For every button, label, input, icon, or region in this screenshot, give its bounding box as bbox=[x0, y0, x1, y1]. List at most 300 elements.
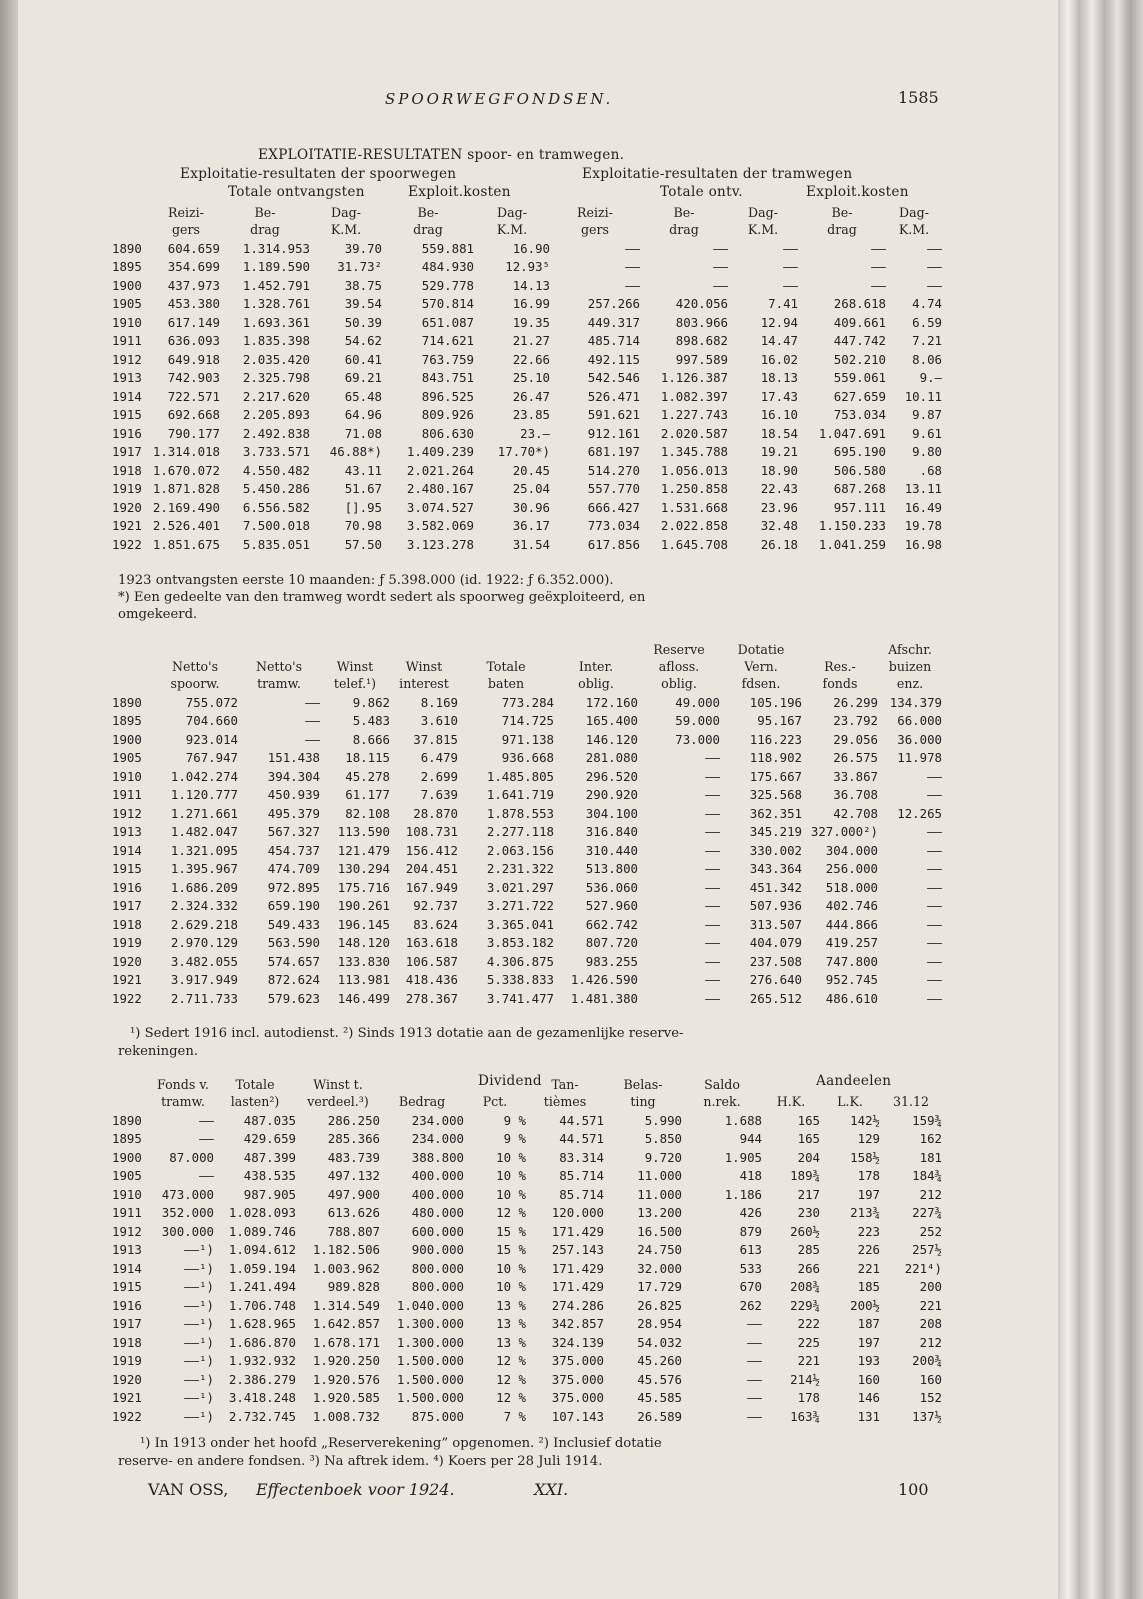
table1-row bbox=[112, 256, 942, 275]
table1-note-3: omgekeerd. bbox=[118, 607, 198, 622]
table2-cell: 163.618 bbox=[405, 935, 458, 950]
table3-cell: 257½ bbox=[912, 1242, 942, 1257]
table2-row bbox=[112, 728, 942, 747]
table1-header-row bbox=[112, 220, 942, 237]
table1-note-1: 1923 ontvangsten eerste 10 maanden: ƒ 5.398.000 (id. 1922: ƒ 6.352.000). bbox=[118, 573, 614, 588]
table3-year-cell: 1895 bbox=[112, 1131, 142, 1146]
table3-cell: 83.314 bbox=[559, 1149, 604, 1165]
table2-cell: 3.482.055 bbox=[170, 953, 238, 969]
table2-cell: 394.304 bbox=[267, 768, 320, 784]
table1-cell: 18.90 bbox=[760, 462, 798, 478]
table1-cell: 26.47 bbox=[512, 388, 550, 404]
table3-cell: 285.366 bbox=[327, 1131, 380, 1146]
table3-column-header: Saldo bbox=[704, 1077, 740, 1092]
table1-column-header: Be- bbox=[673, 205, 695, 220]
table3-cell: 266 bbox=[797, 1260, 820, 1276]
table2-column-header bbox=[152, 640, 238, 657]
table2-cell: 304.100 bbox=[585, 805, 638, 821]
table3-cell: —— bbox=[199, 1131, 214, 1146]
table2-column-header: telef.¹) bbox=[333, 676, 377, 691]
table1-cell: 4.74 bbox=[912, 296, 942, 311]
table3-cell: 54.032 bbox=[637, 1334, 682, 1350]
table2-cell: —— bbox=[927, 935, 942, 950]
table3-row bbox=[112, 1146, 942, 1165]
table1-cell: 1.150.233 bbox=[818, 518, 886, 533]
table2-cell: 451.342 bbox=[749, 879, 802, 895]
table3-cell: 900.000 bbox=[411, 1242, 464, 1257]
table1-year-cell: 1922 bbox=[112, 536, 142, 552]
table3-cell: 260½ bbox=[790, 1223, 820, 1239]
table3-cell: 613 bbox=[739, 1242, 762, 1257]
table2-cell: 26.299 bbox=[833, 694, 878, 710]
table3-cell: 879 bbox=[739, 1223, 762, 1239]
table3-cell: 212 bbox=[919, 1186, 942, 1202]
table1-cell: —— bbox=[713, 277, 728, 293]
table3-cell: 213¾ bbox=[850, 1205, 880, 1220]
table1-cell: 420.056 bbox=[675, 296, 728, 311]
table2-cell: 1.482.047 bbox=[170, 824, 238, 839]
table1-year-cell: 1890 bbox=[112, 240, 142, 256]
table1-column-header: gers bbox=[172, 222, 200, 237]
table3-cell: 85.714 bbox=[559, 1186, 604, 1202]
table1-row bbox=[112, 330, 942, 349]
table1-cell: 31.54 bbox=[512, 536, 550, 552]
table3-cell: 222 bbox=[797, 1316, 820, 1331]
table3-cell: 12 % bbox=[496, 1390, 526, 1405]
table3-cell: 200 bbox=[919, 1279, 942, 1294]
table3-cell: 1.059.194 bbox=[228, 1260, 296, 1276]
table1-exploitatie bbox=[112, 203, 942, 552]
table1-cell: 896.525 bbox=[421, 388, 474, 404]
table1-row bbox=[112, 385, 942, 404]
table3-year-cell: 1916 bbox=[112, 1297, 142, 1313]
table1-cell: 742.903 bbox=[167, 370, 220, 385]
table2-column-header bbox=[320, 640, 390, 657]
table2-column-header: interest bbox=[399, 676, 449, 691]
table2-cell: —— bbox=[705, 787, 720, 802]
table1-cell: 1.314.953 bbox=[242, 240, 310, 256]
table2-cell: 755.072 bbox=[185, 694, 238, 710]
table3-cell: 152 bbox=[919, 1390, 942, 1405]
table2-year-cell: 1895 bbox=[112, 713, 142, 728]
table1-year-cell: 1910 bbox=[112, 314, 142, 330]
table1-cell: 7.21 bbox=[912, 333, 942, 348]
table1-row bbox=[112, 348, 942, 367]
table2-cell: —— bbox=[927, 990, 942, 1006]
table2-cell: 923.014 bbox=[185, 731, 238, 747]
table2-year-cell: 1922 bbox=[112, 990, 142, 1006]
table2-cell: 172.160 bbox=[585, 694, 638, 710]
table1-sub-right-2: Exploit.kosten bbox=[806, 184, 909, 200]
table1-cell: 54.62 bbox=[344, 333, 382, 348]
table2-cell: 5.483 bbox=[352, 713, 390, 728]
table2-cell: 278.367 bbox=[405, 990, 458, 1006]
table2-row bbox=[112, 747, 942, 766]
table2-row bbox=[112, 802, 942, 821]
table3-row bbox=[112, 1183, 942, 1202]
table1-row bbox=[112, 496, 942, 515]
table2-row bbox=[112, 895, 942, 914]
table1-cell: 681.197 bbox=[587, 444, 640, 459]
table1-cell: 1.041.259 bbox=[818, 536, 886, 552]
table1-cell: 26.18 bbox=[760, 536, 798, 552]
table3-cell: 1.628.965 bbox=[228, 1316, 296, 1331]
table1-cell: 3.074.527 bbox=[406, 499, 474, 515]
table1-cell: 46.88*) bbox=[329, 444, 382, 459]
table2-column-header: Netto's bbox=[171, 659, 219, 674]
table1-cell: 1.835.398 bbox=[242, 333, 310, 348]
table3-cell: 1.008.732 bbox=[312, 1408, 380, 1424]
table3-cell: 1.642.857 bbox=[312, 1316, 380, 1331]
table2-cell: 36.708 bbox=[833, 787, 878, 802]
table2-cell: 330.002 bbox=[749, 842, 802, 858]
table1-cell: .68 bbox=[919, 462, 942, 478]
table2-cell: 527.960 bbox=[585, 898, 638, 913]
table2-cell: 872.624 bbox=[267, 972, 320, 987]
table1-cell: 1.250.858 bbox=[660, 481, 728, 496]
table1-year-cell: 1920 bbox=[112, 499, 142, 515]
table2-cell: 714.725 bbox=[501, 713, 554, 728]
table1-cell: —— bbox=[625, 240, 640, 256]
table1-cell: 763.759 bbox=[421, 351, 474, 367]
table3-cell: 44.571 bbox=[559, 1112, 604, 1128]
table3-cell: 45.576 bbox=[637, 1371, 682, 1387]
table2-cell: 567.327 bbox=[267, 824, 320, 839]
table2-cell: —— bbox=[705, 953, 720, 969]
table3-cell: 497.132 bbox=[327, 1168, 380, 1183]
table3-cell: 1.028.093 bbox=[228, 1205, 296, 1220]
table2-cell: 4.306.875 bbox=[486, 953, 554, 969]
table2-cell: —— bbox=[927, 768, 942, 784]
table1-cell: 20.45 bbox=[512, 462, 550, 478]
table1-cell: 16.99 bbox=[512, 296, 550, 311]
table3-dividend bbox=[112, 1075, 942, 1424]
table1-cell: 13.11 bbox=[904, 481, 942, 496]
table2-cell: —— bbox=[305, 713, 320, 728]
table2-cell: 66.000 bbox=[897, 713, 942, 728]
table3-year-cell: 1905 bbox=[112, 1168, 142, 1183]
table3-cell: ——¹) bbox=[184, 1260, 214, 1276]
table2-row bbox=[112, 932, 942, 951]
table1-cell: 502.210 bbox=[833, 351, 886, 367]
table3-row bbox=[112, 1276, 942, 1295]
table1-cell: 1.047.691 bbox=[818, 425, 886, 441]
table1-cell: 25.04 bbox=[512, 481, 550, 496]
table3-cell: 1.500.000 bbox=[396, 1390, 464, 1405]
table1-cell: 753.034 bbox=[833, 407, 886, 422]
table1-cell: 10.11 bbox=[904, 388, 942, 404]
table1-cell: 806.630 bbox=[421, 425, 474, 441]
table1-cell: 19.21 bbox=[760, 444, 798, 459]
table3-cell: 10 % bbox=[496, 1186, 526, 1202]
table3-cell: 137½ bbox=[912, 1408, 942, 1424]
table3-cell: 204 bbox=[797, 1149, 820, 1165]
table1-year-cell: 1914 bbox=[112, 388, 142, 404]
table2-cell: —— bbox=[705, 861, 720, 876]
table1-cell: —— bbox=[927, 259, 942, 274]
table2-cell: —— bbox=[927, 787, 942, 802]
table3-column-header bbox=[112, 1092, 152, 1109]
table3-cell: 800.000 bbox=[411, 1279, 464, 1294]
table1-cell: 65.48 bbox=[344, 388, 382, 404]
table1-cell: 559.061 bbox=[833, 370, 886, 385]
table3-cell: 989.828 bbox=[327, 1279, 380, 1294]
table3-cell: 230 bbox=[797, 1205, 820, 1220]
table3-cell: 1.706.748 bbox=[228, 1297, 296, 1313]
table2-cell: 536.060 bbox=[585, 879, 638, 895]
table3-cell: 189¾ bbox=[790, 1168, 820, 1183]
table2-year-cell: 1919 bbox=[112, 935, 142, 950]
table3-cell: 10 % bbox=[496, 1279, 526, 1294]
table2-row bbox=[112, 987, 942, 1006]
table1-column-header: Dag- bbox=[899, 205, 929, 220]
table1-column-header: K.M. bbox=[496, 222, 528, 237]
table2-cell: 28.870 bbox=[413, 805, 458, 821]
table3-row bbox=[112, 1202, 942, 1221]
table3-cell: 987.905 bbox=[243, 1186, 296, 1202]
table3-year-cell: 1921 bbox=[112, 1390, 142, 1405]
table3-year-cell: 1912 bbox=[112, 1223, 142, 1239]
table1-cell: 492.115 bbox=[587, 351, 640, 367]
table3-row bbox=[112, 1405, 942, 1424]
table2-cell: 1.271.661 bbox=[170, 805, 238, 821]
table1-cell: 5.835.051 bbox=[242, 536, 310, 552]
table2-cell: 133.830 bbox=[337, 953, 390, 969]
table3-cell: 160 bbox=[857, 1371, 880, 1387]
table2-cell: —— bbox=[705, 935, 720, 950]
table3-cell: 85.714 bbox=[559, 1168, 604, 1183]
table2-year-cell: 1921 bbox=[112, 972, 142, 987]
table2-cell: 419.257 bbox=[825, 935, 878, 950]
table3-cell: 418 bbox=[739, 1168, 762, 1183]
table3-cell: 158½ bbox=[850, 1149, 880, 1165]
table1-column-header: drag bbox=[827, 222, 857, 237]
table3-cell: ——¹) bbox=[184, 1390, 214, 1405]
table3-cell: 221 bbox=[797, 1353, 820, 1368]
table1-row bbox=[112, 533, 942, 552]
table2-cell: 1.321.095 bbox=[170, 842, 238, 858]
table2-year-cell: 1913 bbox=[112, 824, 142, 839]
table1-row bbox=[112, 441, 942, 460]
table3-cell: 12 % bbox=[496, 1371, 526, 1387]
table1-cell: —— bbox=[783, 277, 798, 293]
table3-cell: 221⁴) bbox=[904, 1260, 942, 1276]
table1-cell: 16.10 bbox=[760, 407, 798, 422]
table1-cell: 447.742 bbox=[833, 333, 886, 348]
table3-cell: 1.300.000 bbox=[396, 1334, 464, 1350]
table2-column-header bbox=[112, 657, 152, 674]
table1-cell: 1.328.761 bbox=[242, 296, 310, 311]
table1-cell: 1.126.387 bbox=[660, 370, 728, 385]
table3-cell: 107.143 bbox=[551, 1408, 604, 1424]
table3-cell: 225 bbox=[797, 1334, 820, 1350]
table1-cell: —— bbox=[713, 259, 728, 274]
table2-header-row bbox=[112, 674, 942, 691]
table1-year-cell: 1917 bbox=[112, 444, 142, 459]
table3-cell: 120.000 bbox=[551, 1205, 604, 1220]
table3-year-cell: 1922 bbox=[112, 1408, 142, 1424]
table2-column-header bbox=[112, 674, 152, 691]
table3-cell: 375.000 bbox=[551, 1353, 604, 1368]
table1-cell: 2.217.620 bbox=[242, 388, 310, 404]
table1-cell: 12.94 bbox=[760, 314, 798, 330]
table1-cell: 4.550.482 bbox=[242, 462, 310, 478]
table3-cell: 613.626 bbox=[327, 1205, 380, 1220]
table2-cell: 495.379 bbox=[267, 805, 320, 821]
table3-cell: 200½ bbox=[850, 1297, 880, 1313]
table1-cell: 1.409.239 bbox=[406, 444, 474, 459]
table2-cell: 972.895 bbox=[267, 879, 320, 895]
table1-cell: —— bbox=[625, 277, 640, 293]
table3-cell: 16.500 bbox=[637, 1223, 682, 1239]
table2-cell: 486.610 bbox=[825, 990, 878, 1006]
table3-cell: 1.314.549 bbox=[312, 1297, 380, 1313]
table3-row bbox=[112, 1313, 942, 1332]
table2-cell: 190.261 bbox=[337, 898, 390, 913]
table2-cell: 1.395.967 bbox=[170, 861, 238, 876]
table1-cell: —— bbox=[871, 277, 886, 293]
table2-row bbox=[112, 821, 942, 840]
table2-cell: 118.902 bbox=[749, 750, 802, 765]
table1-column-header: Dag- bbox=[748, 205, 778, 220]
table1-cell: —— bbox=[783, 240, 798, 256]
table3-cell: 426 bbox=[739, 1205, 762, 1220]
table2-cell: 83.624 bbox=[413, 916, 458, 932]
table1-cell: 16.90 bbox=[512, 240, 550, 256]
table3-cell: 300.000 bbox=[161, 1223, 214, 1239]
table2-cell: 6.479 bbox=[420, 750, 458, 765]
table1-cell: 6.59 bbox=[912, 314, 942, 330]
table3-column-header: Tan- bbox=[551, 1077, 579, 1092]
table3-note-1: ¹) In 1913 onder het hoofd „Reserverekening” opgenomen. ²) Inclusief dotatie bbox=[140, 1436, 662, 1451]
table2-column-header: enz. bbox=[896, 676, 924, 691]
table3-cell: 5.990 bbox=[644, 1112, 682, 1128]
table3-cell: 221 bbox=[919, 1297, 942, 1313]
table3-cell: 473.000 bbox=[161, 1186, 214, 1202]
table1-cell: 14.13 bbox=[512, 277, 550, 293]
table2-cell: 2.629.218 bbox=[170, 916, 238, 932]
table2-cell: 105.196 bbox=[749, 694, 802, 710]
table2-cell: 33.867 bbox=[833, 768, 878, 784]
table2-column-header: Dotatie bbox=[737, 642, 785, 657]
table2-column-header bbox=[458, 640, 554, 657]
table2-cell: 704.660 bbox=[185, 713, 238, 728]
table2-note-1: ¹) Sedert 1916 incl. autodienst. ²) Sinds 1913 dotatie aan de gezamenlijke reserve- bbox=[130, 1026, 684, 1041]
table2-cell: 3.365.041 bbox=[486, 916, 554, 932]
table1-column-header: drag bbox=[413, 222, 443, 237]
running-header: SPOORWEGFONDSEN. bbox=[385, 90, 614, 108]
table2-cell: —— bbox=[705, 990, 720, 1006]
table1-title: EXPLOITATIE-RESULTATEN spoor- en tramwegen. bbox=[258, 147, 625, 163]
table2-column-header: fdsen. bbox=[741, 676, 781, 691]
table1-cell: 2.492.838 bbox=[242, 425, 310, 441]
table1-cell: 32.48 bbox=[760, 518, 798, 533]
table3-cell: 875.000 bbox=[411, 1408, 464, 1424]
table2-cell: 12.265 bbox=[897, 805, 942, 821]
table3-cell: 13 % bbox=[496, 1297, 526, 1313]
table3-row bbox=[112, 1257, 942, 1276]
table3-cell: 26.589 bbox=[637, 1408, 682, 1424]
table2-cell: 281.080 bbox=[585, 750, 638, 765]
table3-cell: 13 % bbox=[496, 1334, 526, 1350]
table1-row bbox=[112, 274, 942, 293]
table2-cell: 82.108 bbox=[345, 805, 390, 821]
table1-cell: 1.082.397 bbox=[660, 388, 728, 404]
table2-cell: 7.639 bbox=[420, 787, 458, 802]
table3-cell: 274.286 bbox=[551, 1297, 604, 1313]
table2-cell: 3.741.477 bbox=[486, 990, 554, 1006]
table1-cell: —— bbox=[871, 259, 886, 274]
table2-cell: 165.400 bbox=[585, 713, 638, 728]
table1-cell: 51.67 bbox=[344, 481, 382, 496]
table2-cell: 325.568 bbox=[749, 787, 802, 802]
table1-sub-right-1: Totale ontv. bbox=[660, 184, 743, 200]
table2-cell: 148.120 bbox=[337, 935, 390, 950]
table1-cell: 7.500.018 bbox=[242, 518, 310, 533]
table1-cell: 570.814 bbox=[421, 296, 474, 311]
table2-cell: 343.364 bbox=[749, 861, 802, 876]
table3-group-aandeelen: Aandeelen bbox=[816, 1073, 892, 1089]
table1-cell: 1.693.361 bbox=[242, 314, 310, 330]
table3-cell: 159¾ bbox=[912, 1112, 942, 1128]
table1-cell: 17.43 bbox=[760, 388, 798, 404]
table1-cell: 23.96 bbox=[760, 499, 798, 515]
table2-cell: 36.000 bbox=[897, 731, 942, 747]
table1-year-cell: 1905 bbox=[112, 296, 142, 311]
table3-cell: 11.000 bbox=[637, 1186, 682, 1202]
table2-cell: 256.000 bbox=[825, 861, 878, 876]
table3-cell: 1.300.000 bbox=[396, 1316, 464, 1331]
table2-cell: 404.079 bbox=[749, 935, 802, 950]
table1-cell: 2.325.798 bbox=[242, 370, 310, 385]
table1-column-header: Reizi- bbox=[577, 205, 613, 220]
table2-cell: 952.745 bbox=[825, 972, 878, 987]
table3-cell: 45.585 bbox=[637, 1390, 682, 1405]
table2-cell: 146.499 bbox=[337, 990, 390, 1006]
table2-year-cell: 1911 bbox=[112, 787, 142, 802]
table2-column-header bbox=[554, 640, 638, 657]
table3-cell: 262 bbox=[739, 1297, 762, 1313]
table1-cell: 2.526.401 bbox=[152, 518, 220, 533]
table1-cell: —— bbox=[713, 240, 728, 256]
table3-year-cell: 1913 bbox=[112, 1242, 142, 1257]
table1-row bbox=[112, 237, 942, 256]
table1-cell: 1.227.743 bbox=[660, 407, 728, 422]
table2-cell: —— bbox=[705, 805, 720, 821]
table3-column-header bbox=[880, 1075, 942, 1092]
table3-cell: 129 bbox=[857, 1131, 880, 1146]
table1-row bbox=[112, 459, 942, 478]
table1-cell: 722.571 bbox=[167, 388, 220, 404]
table3-cell: 438.535 bbox=[243, 1168, 296, 1183]
table3-cell: 2.386.279 bbox=[228, 1371, 296, 1387]
table3-column-header: lasten²) bbox=[230, 1094, 280, 1109]
table3-cell: —— bbox=[747, 1316, 762, 1331]
table1-cell: 7.41 bbox=[768, 296, 798, 311]
table1-cell: 9.80 bbox=[912, 444, 942, 459]
table3-cell: 226 bbox=[857, 1242, 880, 1257]
table3-cell: 28.954 bbox=[637, 1316, 682, 1331]
table1-cell: 506.580 bbox=[833, 462, 886, 478]
table2-cell: 42.708 bbox=[833, 805, 878, 821]
table1-row bbox=[112, 404, 942, 423]
table3-cell: 142½ bbox=[850, 1112, 880, 1128]
table2-cell: —— bbox=[705, 750, 720, 765]
table1-column-header: gers bbox=[581, 222, 609, 237]
table2-column-header: oblig. bbox=[578, 676, 614, 691]
table2-cell: 61.177 bbox=[345, 787, 390, 802]
table3-cell: 324.139 bbox=[551, 1334, 604, 1350]
